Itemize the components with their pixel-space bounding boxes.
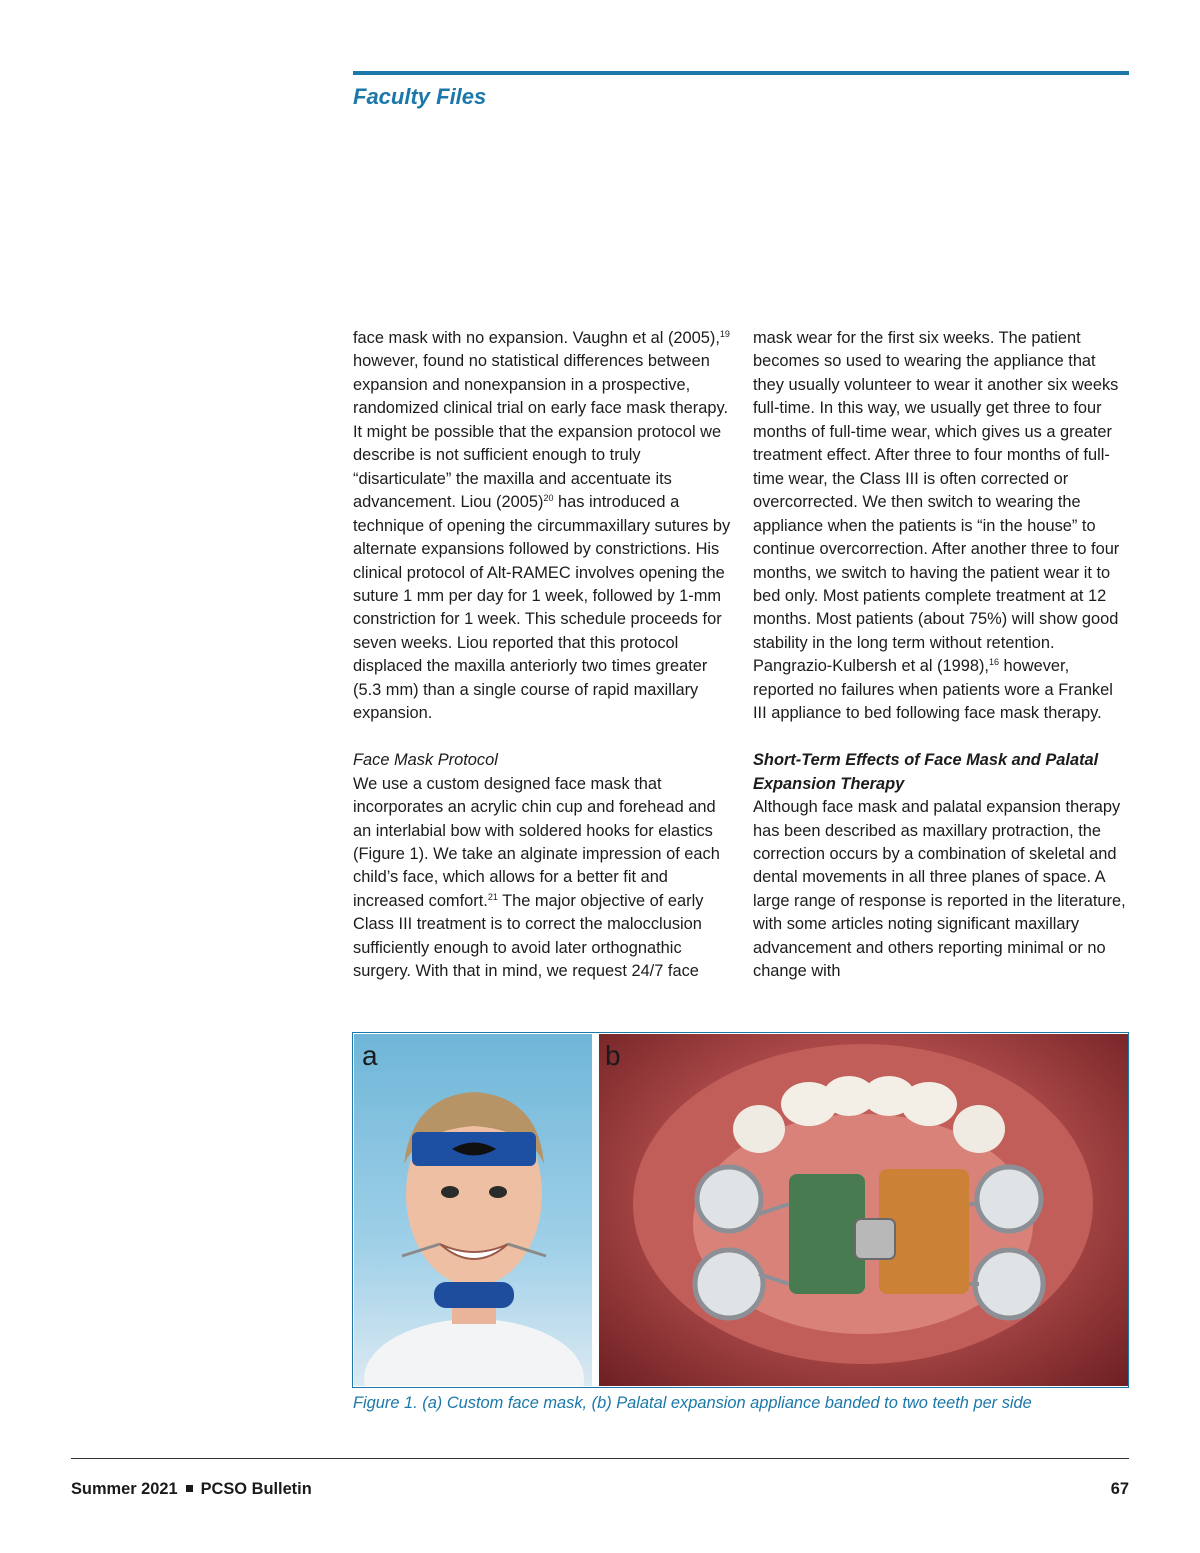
text-run: face mask with no expansion. Vaughn et al (2005), — [353, 329, 720, 347]
left-paragraph-1 — [353, 327, 731, 726]
footer-publication-info — [71, 1480, 312, 1499]
left-paragraph-2 — [353, 773, 731, 984]
reference-19: 19 — [719, 329, 730, 339]
face-mask-photo — [354, 1034, 592, 1386]
face-mask-illustration — [354, 1034, 592, 1386]
text-run: The major objective of early Class III treatment is to correct the malocclusion sufficiently enough to avoid later orthognathic surgery. With that in mind, we request 24/7 face — [353, 891, 704, 981]
reference-21: 21 — [487, 891, 498, 902]
figure-caption: Figure 1. (a) Custom face mask, (b) Palatal expansion appliance banded to two teeth per side — [353, 1394, 1032, 1412]
text-run: however, reported no failures when patients wore a Frankel III appliance to bed following face mask therapy. — [753, 657, 1113, 723]
palatal-expander-illustration — [599, 1034, 1128, 1386]
right-paragraph-1 — [753, 327, 1131, 726]
right-column — [753, 327, 1131, 984]
reference-20: 20 — [543, 493, 554, 504]
footer-publication: PCSO Bulletin — [200, 1480, 312, 1498]
page-number: 67 — [1110, 1480, 1129, 1498]
footer-rule — [71, 1458, 1129, 1459]
panel-label-b: b — [605, 1040, 621, 1071]
text-run: We use a custom designed face mask that incorporates an acrylic chin cup and forehead and an interlabial bow with soldered hooks for elastics (Figure 1). We take an alginate impression of each child’s face, which allows for a better fit and increased comfort. — [353, 774, 720, 910]
short-term-effects-subhead: Short-Term Effects of Face Mask and Palatal Expansion Therapy — [753, 751, 1099, 793]
text-run: mask wear for the first six weeks. The patient becomes so used to wearing the appliance that they usually volunteer to wear it another six weeks full-time. In this way, we usually get three to four months of full-time wear, which gives us a greater treatment effect. After three to four months of full-time wear, the Class III is often corrected or overcorrected. We then switch to wearing the appliance when the patients is “in the house” to continue overcorrection. After another three to four months, we switch to having the patient wear it to bed only. Most patients complete treatment at 12 months. Most patients (about 75%) will show good stability in the long term without retention. Pangrazio-Kulbersh et al (1998), — [753, 329, 1120, 676]
figure-1 — [352, 1032, 1129, 1388]
panel-label-a: a — [362, 1040, 378, 1071]
right-paragraph-2: Although face mask and palatal expansion therapy has been described as maxillary protraction, the correction occurs by a combination of skeletal and dental movements in all three planes of space. A large range of response is reported in the literature, with some articles noting significant maxillary advancement and others reporting minimal or no change with — [753, 798, 1126, 981]
face-mask-protocol-subhead: Face Mask Protocol — [353, 751, 498, 770]
header-rule — [353, 71, 1129, 75]
left-column — [353, 327, 731, 984]
text-run: however, found no statistical differences between expansion and nonexpansion in a prospective, randomized clinical trial on early face mask therapy. It might be possible that the expansion protocol we describe is not sufficient enough to truly “disarticulate” the maxilla and accentuate its advancement. Liou (2005) — [353, 352, 729, 512]
section-title: Faculty Files — [353, 84, 487, 109]
reference-16: 16 — [988, 657, 999, 668]
palatal-expander-photo — [599, 1034, 1128, 1386]
footer-issue: Summer 2021 — [71, 1480, 178, 1498]
text-run: has introduced a technique of opening the circummaxillary sutures by alternate expansions followed by constrictions. His clinical protocol of Alt-RAMEC involves opening the suture 1 mm per day for 1 week, followed by 1-mm constriction for 1 week. This schedule proceeds for seven weeks. Liou reported that this protocol displaced the maxilla anteriorly two times greater (5.3 mm) than a single course of rapid maxillary expansion. — [353, 493, 731, 723]
separator-square-icon — [186, 1485, 193, 1492]
